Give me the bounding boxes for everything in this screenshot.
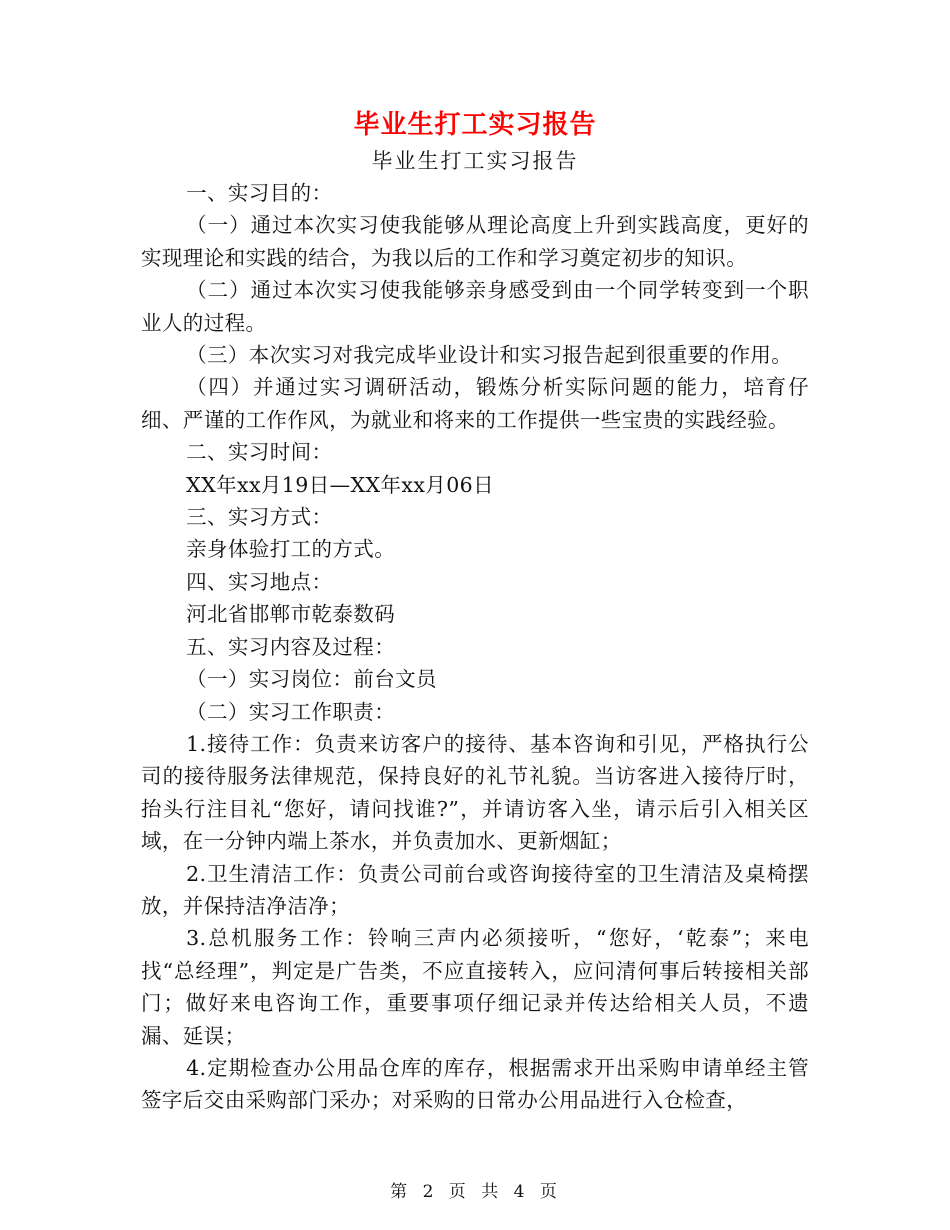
paragraph: （一）实习岗位：前台文员 — [186, 667, 437, 692]
paragraph: 河北省邯郸市乾泰数码 — [186, 602, 396, 627]
paragraph: （三）本次实习对我完成毕业设计和实习报告起到很重要的作用。 — [186, 343, 793, 368]
paragraph: 3.总机服务工作：铃响三声内必须接听，“您好，‘乾泰”；来电找“总经理”，判定是广告类，不应直接转入，应问清何事后转接相关部门；做好来电咨询工作，重要事项仔细记录并传达给相关人员，不遗漏、延误； — [141, 926, 809, 1048]
document-subtitle: 毕业生打工实习报告 — [371, 149, 579, 173]
paragraph: （二）通过本次实习使我能够亲身感受到由一个同学转变到一个职业人的过程。 — [141, 278, 809, 335]
paragraph: 2.卫生清洁工作：负责公司前台或咨询接待室的卫生清洁及桌椅摆放，并保持洁净洁净； — [141, 861, 809, 918]
paragraph: 4.定期检查办公用品仓库的库存，根据需求开出采购申请单经主管签字后交由采购部门采办；对采购的日常办公用品进行入仓检查， — [141, 1055, 809, 1113]
section-heading-time: 二、实习时间： — [186, 440, 333, 465]
section-heading-content: 五、实习内容及过程： — [186, 634, 396, 659]
paragraph: 1.接待工作：负责来访客户的接待、基本咨询和引见，严格执行公司的接待服务法律规范，保持良好的礼节礼貌。当访客进入接待厅时，抬头行注目礼“您好，请问找谁?”，并请访客入坐，请示后引入相关区域，在一分钟内端上茶水，并负责加水、更新烟缸； — [141, 731, 809, 854]
section-heading-location: 四、实习地点： — [186, 569, 333, 594]
document-title: 毕业生打工实习报告 — [353, 110, 597, 140]
document-body — [141, 177, 809, 1117]
page-number-footer: 第 2 页 共 4 页 — [390, 1182, 560, 1202]
section-heading-purpose: 一、实习目的： — [186, 181, 333, 205]
paragraph: （二）实习工作职责： — [186, 699, 396, 724]
paragraph: （四）并通过实习调研活动，锻炼分析实际问题的能力，培育仔细、严谨的工作作风，为就业和将来的工作提供一些宝贵的实践经验。 — [141, 375, 809, 432]
section-heading-method: 三、实习方式： — [186, 505, 333, 530]
paragraph: 亲身体验打工的方式。 — [186, 537, 396, 562]
paragraph: （一）通过本次实习使我能够从理论高度上升到实践高度，更好的实现理论和实践的结合，为我以后的工作和学习奠定初步的知识。 — [141, 213, 809, 270]
paragraph: XX年xx月19日—XX年xx月06日 — [186, 472, 494, 497]
